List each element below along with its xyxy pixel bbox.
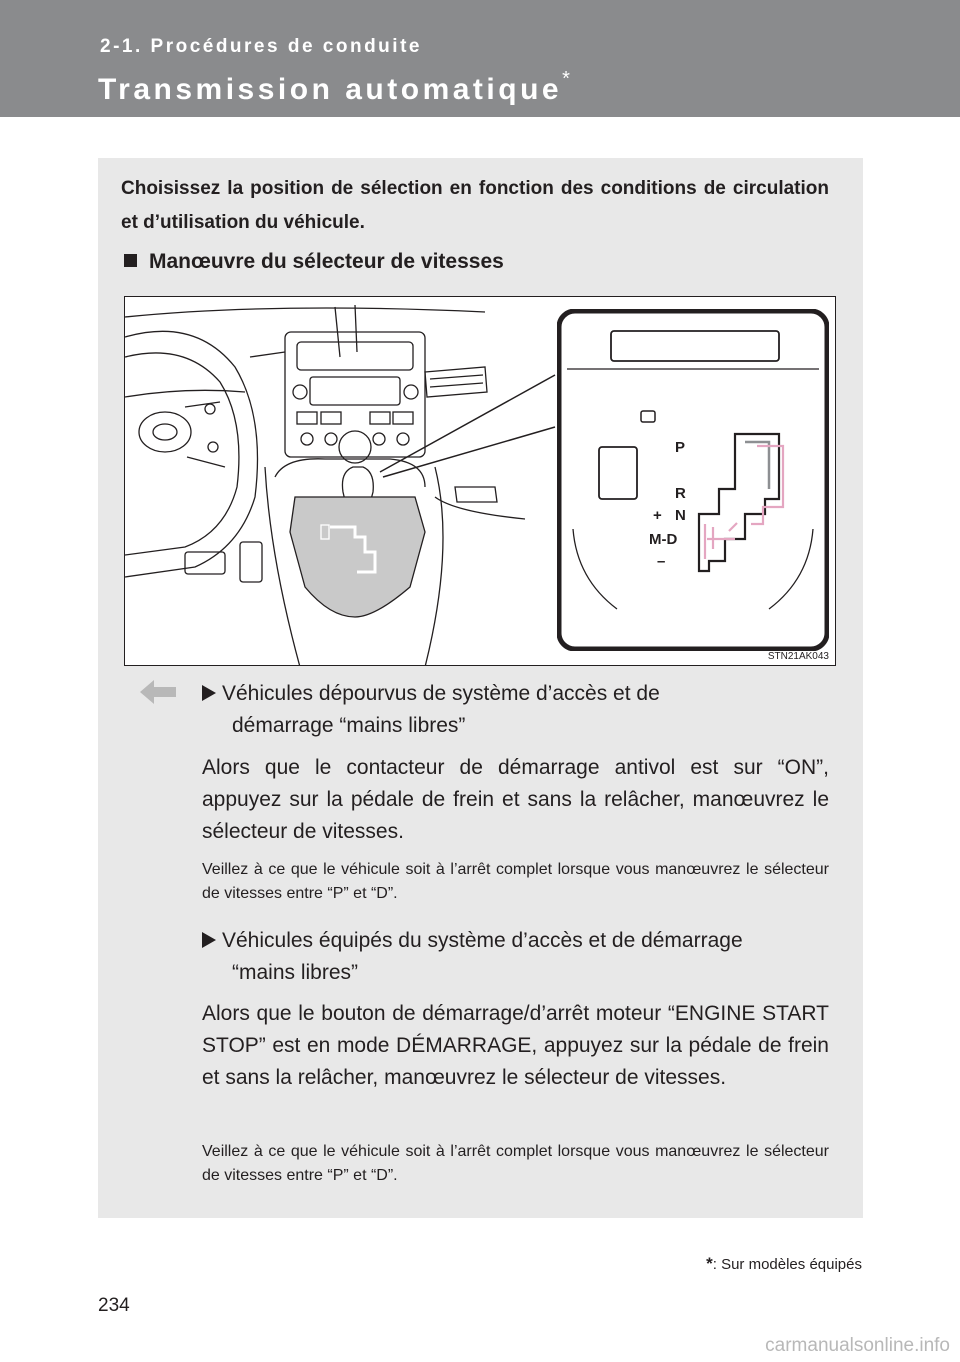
- footnote-mark: *: [706, 1254, 713, 1273]
- subheading: [124, 250, 504, 274]
- gate-label-minus: –: [657, 553, 666, 570]
- shift-lever-illustration: [124, 296, 836, 666]
- bullet-line1: Véhicules équipés du système d’accès et de démarrage: [222, 929, 743, 952]
- triangle-bullet-icon: [202, 685, 216, 701]
- gate-label-plus: +: [653, 507, 662, 524]
- shift-gate-detail: [557, 309, 829, 651]
- bullet-vehicles-with-smart-key: [202, 925, 829, 989]
- page-title-text: Transmission automatique: [98, 73, 563, 106]
- watermark: carmanualsonline.info: [765, 1335, 950, 1356]
- page-number: 234: [98, 1295, 130, 1316]
- section-label: 2-1. Procédures de conduite: [100, 36, 422, 57]
- note-paragraph: Veillez à ce que le véhicule soit à l’arrêt complet lorsque vous manœuvrez le sélecteur de vitesses entre “P” et “D”.: [202, 861, 829, 902]
- bullet-line1: Véhicules dépourvus de système d’accès et de: [222, 682, 660, 705]
- bullet-vehicles-without-smart-key: [202, 678, 829, 742]
- subheading-text: Manœuvre du sélecteur de vitesses: [149, 250, 504, 273]
- gate-label-n: N: [675, 507, 686, 524]
- intro-text: Choisissez la position de sélection en fonction des conditions de circulation et d’utilisation du véhicule.: [121, 178, 829, 233]
- instruction-paragraph: Alors que le bouton de démarrage/d’arrêt moteur “ENGINE START STOP” est en mode DÉMARRAGE, appuyez sur la pédale de frein et sans la relâcher, manœuvrez le sélecteur de vitesses.: [202, 1002, 829, 1089]
- gate-label-md: M-D: [649, 531, 678, 548]
- gate-label-r: R: [675, 485, 686, 502]
- footnote-text: : Sur modèles équipés: [712, 1256, 862, 1273]
- figure-code: STN21AK043: [767, 651, 829, 662]
- note-paragraph: Veillez à ce que le véhicule soit à l’arrêt complet lorsque vous manœuvrez le sélecteur de vitesses entre “P” et “D”.: [202, 1143, 829, 1184]
- page-header: [0, 0, 960, 117]
- triangle-bullet-icon: [202, 932, 216, 948]
- bullet-line2: démarrage “mains libres”: [232, 714, 466, 737]
- footnote: [706, 1254, 862, 1274]
- page-title: [98, 68, 570, 107]
- left-arrow-icon: [140, 680, 176, 704]
- title-footnote-mark: *: [562, 68, 570, 90]
- bullet-line2: “mains libres”: [232, 961, 359, 984]
- instruction-paragraph: Alors que le contacteur de démarrage antivol est sur “ON”, appuyez sur la pédale de frein et sans la relâcher, manœuvrez le sélecteur de vitesses.: [202, 756, 829, 843]
- gate-label-p: P: [675, 439, 686, 456]
- square-bullet-icon: [124, 254, 137, 267]
